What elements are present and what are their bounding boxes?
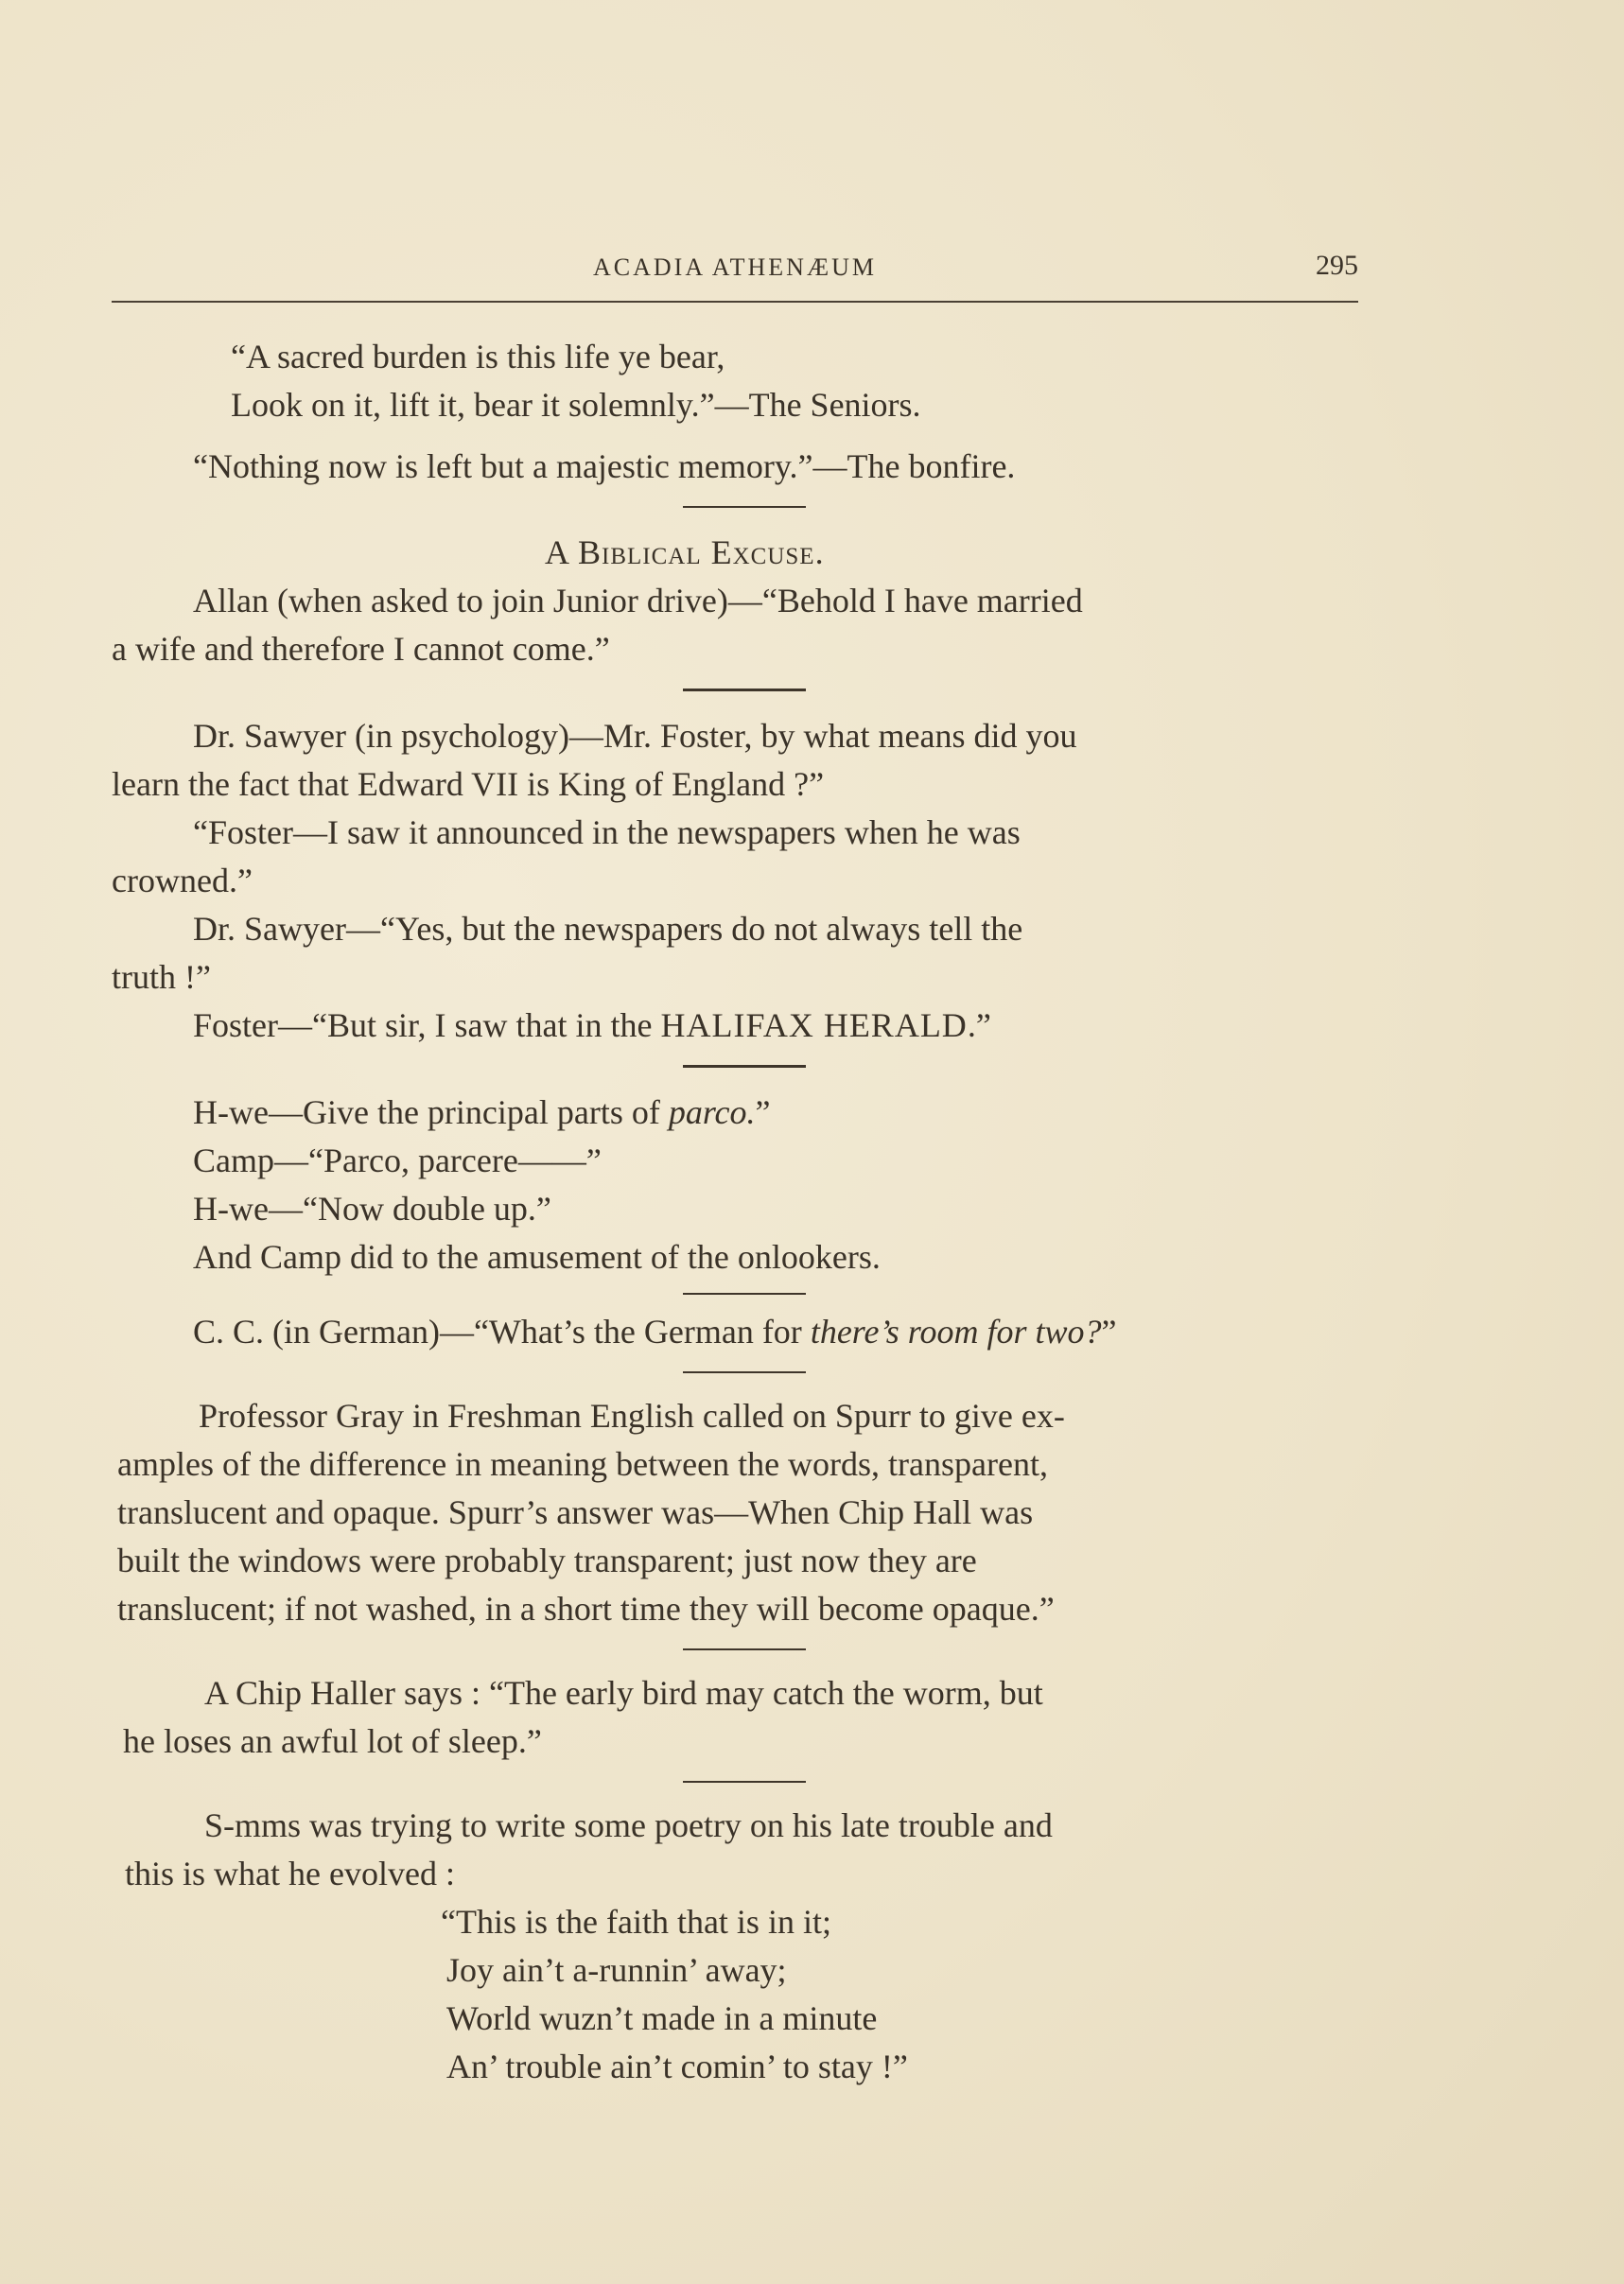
section-divider [683,1781,806,1783]
section-divider [683,1293,806,1295]
poem-line: An’ trouble ain’t comin’ to stay !” [446,2048,908,2085]
foster-line: “Foster—I saw it announced in the newspapers when he was [193,813,1021,851]
header-rule [112,301,1358,303]
foster-text: Foster—“But sir, I saw that in the [193,1006,661,1044]
camp-line: Camp—“Parco, parcere——” [193,1142,602,1179]
gray-paragraph-line: built the windows were probably transparent; just now they are [117,1542,977,1579]
german-phrase: there’s room for two? [810,1313,1102,1351]
gray-paragraph-line: amples of the difference in meaning between the words, transparent, [117,1445,1048,1483]
gray-paragraph-line: translucent and opaque. Spurr’s answer was—When Chip Hall was [117,1493,1034,1531]
allan-line: a wife and therefore I cannot come.” [112,630,610,668]
section-divider [683,689,806,691]
verse-line: “A sacred burden is this life ye bear, [231,338,725,375]
running-title: ACADIA ATHENÆUM [593,253,877,281]
section-divider [683,1371,806,1373]
sawyer-line: learn the fact that Edward VII is King of England ?” [112,765,825,803]
poem-line: World wuzn’t made in a minute [446,1999,878,2037]
gray-paragraph-line: translucent; if not washed, in a short time they will become opaque.” [117,1590,1055,1628]
section-divider [683,1065,806,1068]
latin-word: parco. [668,1093,756,1131]
poem-line: “This is the faith that is in it; [441,1903,831,1941]
sawyer-line: Dr. Sawyer (in psychology)—Mr. Foster, by what means did you [193,717,1077,755]
page-number: 295 [1316,250,1358,281]
herald-name: HALIFAX HERALD [660,1006,968,1044]
foster-line: crowned.” [112,862,253,899]
section-divider [683,506,806,508]
chip-line: he loses an awful lot of sleep.” [123,1722,542,1760]
hwe-line: H-we—“Now double up.” [193,1190,551,1228]
sawyer-line: truth !” [112,958,211,996]
verse-line: Look on it, lift it, bear it solemnly.”—The Seniors. [231,386,921,424]
bonfire-quote: “Nothing now is left but a majestic memory.”—The bonfire. [193,447,1016,485]
allan-line: Allan (when asked to join Junior drive)—“Behold I have married [193,582,1083,619]
chip-line: A Chip Haller says : “The early bird may catch the worm, but [204,1674,1043,1712]
simms-line: this is what he evolved : [125,1855,455,1892]
cc-text: C. C. (in German)—“What’s the German for [193,1313,811,1351]
gray-paragraph-line: Professor Gray in Freshman English called on Spurr to give ex- [199,1397,1065,1435]
hwe-text: H-we—Give the principal parts of [193,1093,669,1131]
section-divider [683,1648,806,1650]
page-header [112,248,1358,305]
section-title: A Biblical Excuse. [545,533,825,571]
cc-line [112,1308,1362,1356]
poem-line: Joy ain’t a-runnin’ away; [446,1951,787,1989]
hwe-text-end: ” [755,1093,771,1131]
hwe-line [112,1089,1362,1137]
foster-line [112,1002,1362,1050]
sawyer-line: Dr. Sawyer—“Yes, but the newspapers do not always tell the [193,910,1023,948]
simms-line: S-mms was trying to write some poetry on his late trouble and [204,1806,1053,1844]
foster-text-end: .” [967,1006,991,1044]
page-body [112,333,1362,2091]
camp-line: And Camp did to the amusement of the onlookers. [193,1238,881,1276]
cc-text-end: ” [1101,1313,1117,1351]
